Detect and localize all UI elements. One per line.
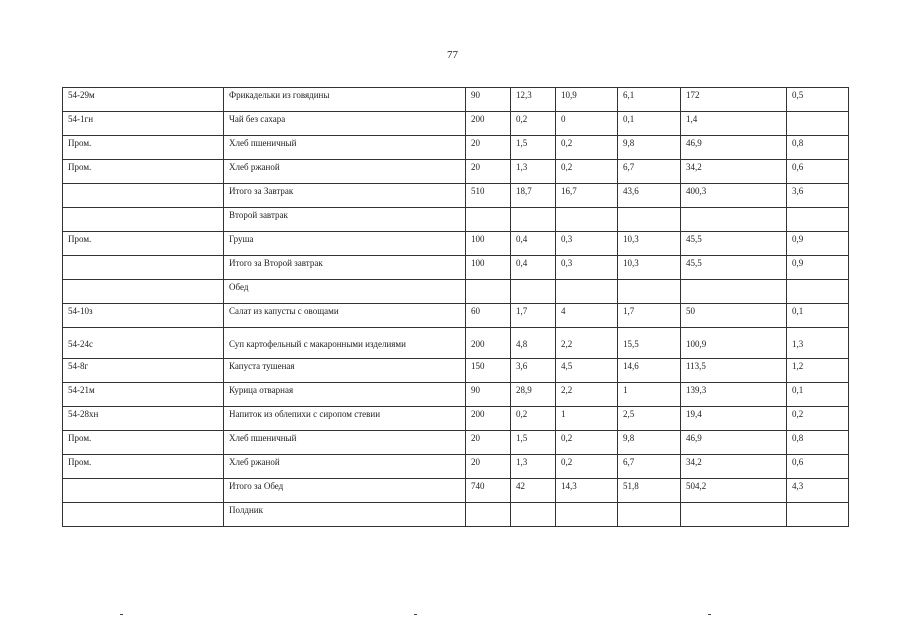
table-row (63, 208, 849, 232)
recipe-code-cell (63, 184, 224, 208)
recipe-code-cell: 54-28хн (63, 407, 224, 431)
carbs-cell: 6,7 (618, 455, 681, 479)
energy-cell: 139,3 (681, 383, 787, 407)
carbs-cell (618, 503, 681, 527)
scan-mark (708, 614, 711, 615)
carbs-cell: 1,7 (618, 304, 681, 328)
carbs-cell: 1 (618, 383, 681, 407)
protein-cell: 1,3 (511, 455, 556, 479)
fat-cell: 1 (556, 407, 618, 431)
recipe-code-cell (63, 256, 224, 280)
dish-name-cell: Чай без сахара (224, 112, 466, 136)
vitamin-c-cell: 0,2 (787, 407, 849, 431)
table-row (63, 328, 849, 359)
vitamin-c-cell: 0,9 (787, 256, 849, 280)
recipe-code-cell (63, 503, 224, 527)
portion-cell (466, 208, 511, 232)
table-row (63, 503, 849, 527)
table-row (63, 304, 849, 328)
protein-cell: 0,2 (511, 112, 556, 136)
fat-cell: 0,2 (556, 431, 618, 455)
fat-cell: 0,2 (556, 136, 618, 160)
fat-cell: 10,9 (556, 88, 618, 112)
protein-cell: 28,9 (511, 383, 556, 407)
fat-cell: 0,2 (556, 455, 618, 479)
recipe-code-cell: 54-8г (63, 359, 224, 383)
dish-name-cell: Фрикадельки из говядины (224, 88, 466, 112)
energy-cell: 34,2 (681, 455, 787, 479)
vitamin-c-cell: 0,8 (787, 136, 849, 160)
portion-cell: 20 (466, 136, 511, 160)
fat-cell (556, 503, 618, 527)
dish-name-cell: Капуста тушеная (224, 359, 466, 383)
carbs-cell: 14,6 (618, 359, 681, 383)
protein-cell: 12,3 (511, 88, 556, 112)
protein-cell: 1,7 (511, 304, 556, 328)
fat-cell: 0,3 (556, 256, 618, 280)
dish-name-cell: Итого за Второй завтрак (224, 256, 466, 280)
page-number: 77 (447, 49, 458, 61)
recipe-code-cell: Пром. (63, 455, 224, 479)
table-row (63, 256, 849, 280)
portion-cell: 100 (466, 256, 511, 280)
carbs-cell: 10,3 (618, 256, 681, 280)
vitamin-c-cell: 0,8 (787, 431, 849, 455)
dish-name-cell: Итого за Обед (224, 479, 466, 503)
vitamin-c-cell: 0,5 (787, 88, 849, 112)
carbs-cell: 6,1 (618, 88, 681, 112)
energy-cell: 100,9 (681, 328, 787, 359)
energy-cell (681, 280, 787, 304)
recipe-code-cell: Пром. (63, 160, 224, 184)
portion-cell: 200 (466, 112, 511, 136)
energy-cell: 504,2 (681, 479, 787, 503)
fat-cell: 2,2 (556, 383, 618, 407)
carbs-cell: 0,1 (618, 112, 681, 136)
protein-cell: 0,4 (511, 232, 556, 256)
protein-cell: 1,5 (511, 431, 556, 455)
vitamin-c-cell: 0,1 (787, 383, 849, 407)
scan-mark (120, 614, 123, 615)
fat-cell: 0 (556, 112, 618, 136)
energy-cell: 46,9 (681, 431, 787, 455)
fat-cell (556, 208, 618, 232)
table-row (63, 455, 849, 479)
portion-cell (466, 503, 511, 527)
table-row (63, 136, 849, 160)
carbs-cell: 9,8 (618, 431, 681, 455)
vitamin-c-cell: 3,6 (787, 184, 849, 208)
table-row (63, 232, 849, 256)
portion-cell: 200 (466, 328, 511, 359)
protein-cell: 0,4 (511, 256, 556, 280)
protein-cell (511, 503, 556, 527)
vitamin-c-cell (787, 280, 849, 304)
recipe-code-cell: 54-10з (63, 304, 224, 328)
protein-cell: 18,7 (511, 184, 556, 208)
table-row (63, 383, 849, 407)
dish-name-cell: Хлеб пшеничный (224, 431, 466, 455)
carbs-cell (618, 208, 681, 232)
portion-cell: 510 (466, 184, 511, 208)
table-row (63, 479, 849, 503)
dish-name-cell: Суп картофельный с макаронными изделиями (224, 328, 466, 359)
carbs-cell: 51,8 (618, 479, 681, 503)
protein-cell: 4,8 (511, 328, 556, 359)
carbs-cell: 43,6 (618, 184, 681, 208)
vitamin-c-cell (787, 112, 849, 136)
energy-cell: 46,9 (681, 136, 787, 160)
energy-cell: 45,5 (681, 232, 787, 256)
protein-cell: 3,6 (511, 359, 556, 383)
dish-name-cell: Хлеб ржаной (224, 455, 466, 479)
fat-cell: 14,3 (556, 479, 618, 503)
portion-cell: 740 (466, 479, 511, 503)
fat-cell: 4,5 (556, 359, 618, 383)
recipe-code-cell (63, 479, 224, 503)
dish-name-cell: Хлеб ржаной (224, 160, 466, 184)
fat-cell: 2,2 (556, 328, 618, 359)
protein-cell (511, 280, 556, 304)
recipe-code-cell: 54-29м (63, 88, 224, 112)
table-row (63, 160, 849, 184)
recipe-code-cell: 54-24с (63, 328, 224, 359)
portion-cell (466, 280, 511, 304)
energy-cell: 45,5 (681, 256, 787, 280)
protein-cell: 42 (511, 479, 556, 503)
fat-cell: 0,3 (556, 232, 618, 256)
dish-name-cell: Напиток из облепихи с сиропом стевии (224, 407, 466, 431)
vitamin-c-cell: 0,1 (787, 304, 849, 328)
vitamin-c-cell: 4,3 (787, 479, 849, 503)
dish-name-cell: Итого за Завтрак (224, 184, 466, 208)
portion-cell: 60 (466, 304, 511, 328)
vitamin-c-cell: 0,6 (787, 160, 849, 184)
dish-name-cell: Груша (224, 232, 466, 256)
recipe-code-cell: Пром. (63, 431, 224, 455)
vitamin-c-cell (787, 503, 849, 527)
portion-cell: 150 (466, 359, 511, 383)
table-row (63, 407, 849, 431)
recipe-code-cell (63, 208, 224, 232)
table-row (63, 431, 849, 455)
table-row (63, 112, 849, 136)
dish-name-cell: Салат из капусты с овощами (224, 304, 466, 328)
fat-cell: 4 (556, 304, 618, 328)
energy-cell: 113,5 (681, 359, 787, 383)
vitamin-c-cell: 1,2 (787, 359, 849, 383)
carbs-cell: 2,5 (618, 407, 681, 431)
protein-cell (511, 208, 556, 232)
table-row (63, 88, 849, 112)
energy-cell: 19,4 (681, 407, 787, 431)
scan-mark (414, 614, 417, 615)
energy-cell: 1,4 (681, 112, 787, 136)
energy-cell: 172 (681, 88, 787, 112)
protein-cell: 0,2 (511, 407, 556, 431)
vitamin-c-cell: 0,6 (787, 455, 849, 479)
recipe-code-cell: 54-21м (63, 383, 224, 407)
fat-cell: 0,2 (556, 160, 618, 184)
portion-cell: 20 (466, 431, 511, 455)
portion-cell: 90 (466, 383, 511, 407)
dish-name-cell: Хлеб пшеничный (224, 136, 466, 160)
fat-cell (556, 280, 618, 304)
dish-name-cell: Полдник (224, 503, 466, 527)
dish-name-cell: Курица отварная (224, 383, 466, 407)
recipe-code-cell: Пром. (63, 232, 224, 256)
energy-cell: 34,2 (681, 160, 787, 184)
carbs-cell: 6,7 (618, 160, 681, 184)
recipe-code-cell (63, 280, 224, 304)
recipe-code-cell: Пром. (63, 136, 224, 160)
recipe-code-cell: 54-1гн (63, 112, 224, 136)
table-row (63, 184, 849, 208)
portion-cell: 90 (466, 88, 511, 112)
energy-cell: 400,3 (681, 184, 787, 208)
table-row (63, 280, 849, 304)
vitamin-c-cell (787, 208, 849, 232)
portion-cell: 100 (466, 232, 511, 256)
vitamin-c-cell: 1,3 (787, 328, 849, 359)
carbs-cell (618, 280, 681, 304)
carbs-cell: 9,8 (618, 136, 681, 160)
menu-table (62, 87, 849, 527)
protein-cell: 1,5 (511, 136, 556, 160)
dish-name-cell: Обед (224, 280, 466, 304)
energy-cell (681, 503, 787, 527)
vitamin-c-cell: 0,9 (787, 232, 849, 256)
carbs-cell: 10,3 (618, 232, 681, 256)
energy-cell: 50 (681, 304, 787, 328)
energy-cell (681, 208, 787, 232)
portion-cell: 20 (466, 455, 511, 479)
protein-cell: 1,3 (511, 160, 556, 184)
portion-cell: 200 (466, 407, 511, 431)
portion-cell: 20 (466, 160, 511, 184)
fat-cell: 16,7 (556, 184, 618, 208)
carbs-cell: 15,5 (618, 328, 681, 359)
dish-name-cell: Второй завтрак (224, 208, 466, 232)
table-row (63, 359, 849, 383)
